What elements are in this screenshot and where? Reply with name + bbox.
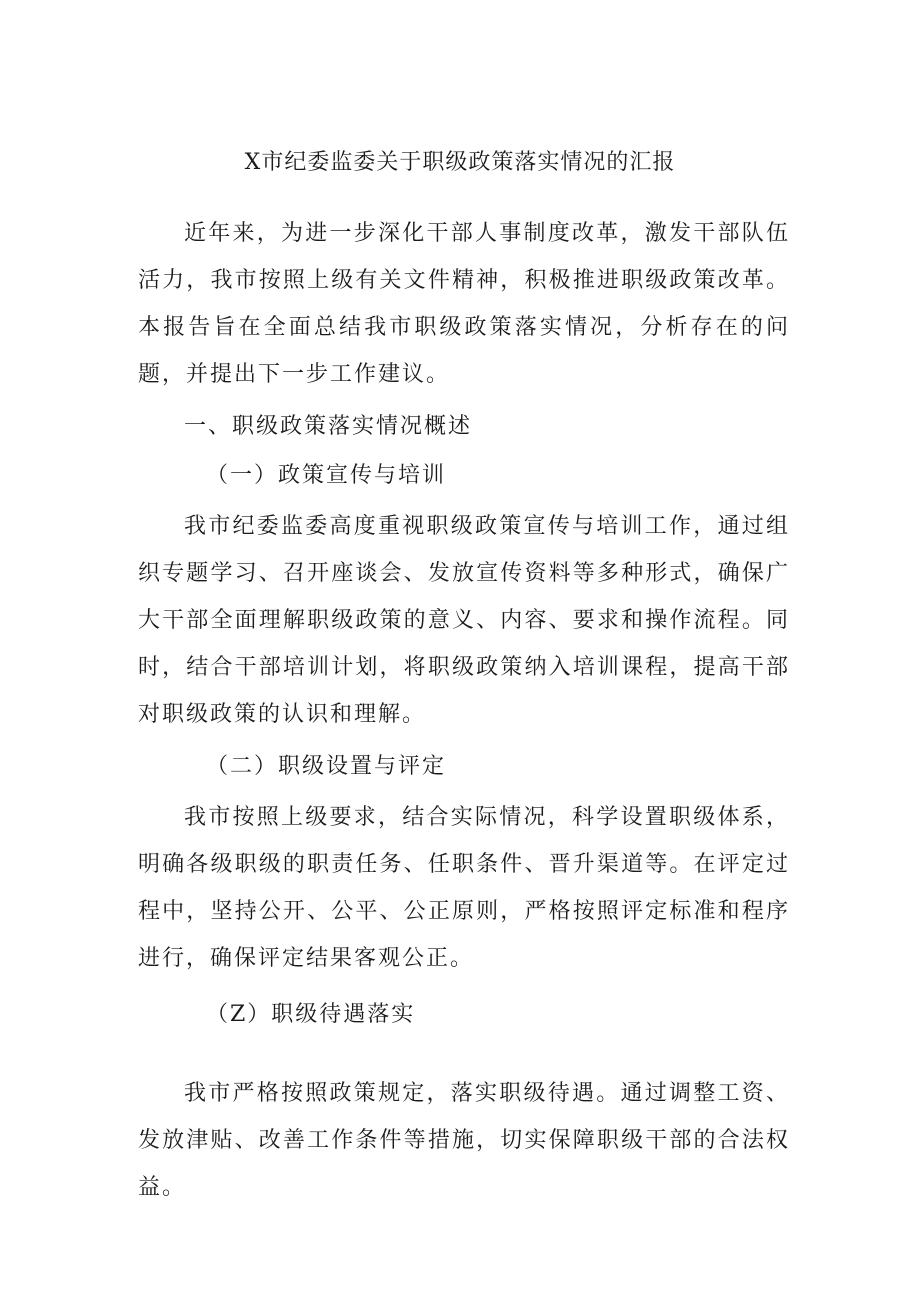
subsection-2-paragraph — [138, 794, 790, 982]
section-heading-1: 一、职级政策落实情况概述 — [184, 414, 473, 439]
subsection-1-paragraph — [138, 503, 790, 738]
subsection-3-text: 我市严格按照政策规定，落实职级待遇。通过调整工资、发放津贴、改善工作条件等措施，切实保障职级干部的合法权益。 — [138, 1081, 790, 1200]
subsection-heading-3: （Z）职级待遇落实 — [206, 1002, 416, 1027]
intro-paragraph — [138, 210, 790, 398]
document-title: X市纪委监委关于职级政策落实情况的汇报 — [244, 150, 676, 175]
subsection-1-text: 我市纪委监委高度重视职级政策宣传与培训工作，通过组织专题学习、召开座谈会、发放宣传资料等多种形式，确保广大干部全面理解职级政策的意义、内容、要求和操作流程。同时，结合干部培训计划，将职级政策纳入培训课程，提高干部对职级政策的认识和理解。 — [138, 514, 790, 727]
subsection-heading-1: （一）政策宣传与培训 — [206, 463, 447, 488]
intro-text: 近年来，为进一步深化干部人事制度改革，激发干部队伍活力，我市按照上级有关文件精神，积极推进职级政策改革。本报告旨在全面总结我市职级政策落实情况，分析存在的问题，并提出下一步工作建议。 — [138, 221, 790, 387]
subsection-heading-2: （二）职级设置与评定 — [206, 754, 447, 779]
subsection-3-paragraph — [138, 1070, 790, 1211]
subsection-2-text: 我市按照上级要求，结合实际情况，科学设置职级体系，明确各级职级的职责任务、任职条件、晋升渠道等。在评定过程中，坚持公开、公平、公正原则，严格按照评定标准和程序进行，确保评定结果客观公正。 — [138, 805, 790, 971]
